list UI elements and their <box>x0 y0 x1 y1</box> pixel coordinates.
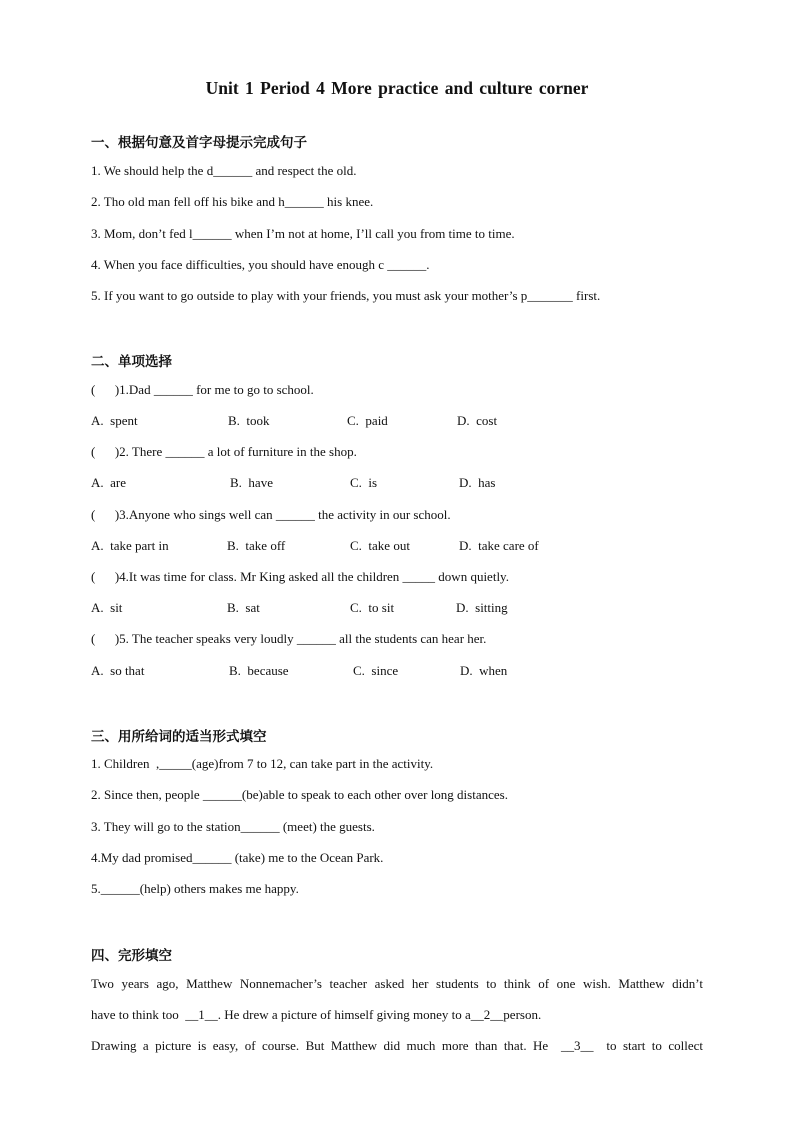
q2-option-a: A. are <box>91 475 127 490</box>
q5-option-b: B. because <box>229 663 289 678</box>
q5-options <box>91 663 611 681</box>
s3-item-1: 1. Children ,_____(age)from 7 to 12, can take part in the activity. <box>91 756 434 771</box>
s3-item-2: 2. Since then, people ______(be)able to speak to each other over long distances. <box>91 787 508 802</box>
q1-option-c: C. paid <box>347 413 388 428</box>
q4-option-c: C. to sit <box>350 600 395 615</box>
q4-option-a: A. sit <box>91 600 123 615</box>
q5-option-d: D. when <box>460 663 508 678</box>
section-1-heading: 一、根据句意及首字母提示完成句子 <box>91 135 307 151</box>
q1-option-a: A. spent <box>91 413 138 428</box>
q2-option-d: D. has <box>459 475 496 490</box>
q4-option-b: B. sat <box>227 600 260 615</box>
q3-option-b: B. take off <box>227 538 286 553</box>
cloze-line-1: Two years ago, Matthew Nonnemacher’s teacher asked her students to think of one wish. Matthew didn’t <box>91 976 703 991</box>
cloze-passage <box>91 968 703 1061</box>
q2-options <box>91 475 611 493</box>
q4-options <box>91 600 611 618</box>
q3-option-c: C. take out <box>350 538 410 553</box>
s1-item-5: 5. If you want to go outside to play with your friends, you must ask your mother’s p_______ first. <box>91 288 601 303</box>
page-title: Unit 1 Period 4 More practice and culture corner <box>205 78 589 98</box>
q5-stem: ( )5. The teacher speaks very loudly ______ all the students can hear her. <box>91 631 487 646</box>
q3-stem: ( )3.Anyone who sings well can ______ the activity in our school. <box>91 507 451 522</box>
s1-item-4: 4. When you face difficulties, you should have enough c ______. <box>91 257 430 272</box>
section-4-heading: 四、完形填空 <box>91 948 172 964</box>
s1-item-1: 1. We should help the d______ and respect the old. <box>91 163 357 178</box>
q5-option-a: A. so that <box>91 663 145 678</box>
section-3-heading: 三、用所给词的适当形式填空 <box>91 729 267 745</box>
cloze-line-2: have to think too __1__. He drew a picture of himself giving money to a__2__person. <box>91 1007 542 1022</box>
q3-option-d: D. take care of <box>459 538 539 553</box>
q5-option-c: C. since <box>353 663 399 678</box>
section-2-heading: 二、单项选择 <box>91 354 172 370</box>
s3-item-3: 3. They will go to the station______ (meet) the guests. <box>91 819 375 834</box>
q1-option-d: D. cost <box>457 413 498 428</box>
s1-item-3: 3. Mom, don’t fed l______ when I’m not at home, I’ll call you from time to time. <box>91 226 515 241</box>
q4-stem: ( )4.It was time for class. Mr King asked all the children _____ down quietly. <box>91 569 509 584</box>
s3-item-4: 4.My dad promised______ (take) me to the Ocean Park. <box>91 850 384 865</box>
q3-option-a: A. take part in <box>91 538 169 553</box>
q1-options <box>91 413 611 431</box>
q2-option-b: B. have <box>230 475 273 490</box>
q4-option-d: D. sitting <box>456 600 508 615</box>
q2-stem: ( )2. There ______ a lot of furniture in the shop. <box>91 444 357 459</box>
q2-option-c: C. is <box>350 475 378 490</box>
cloze-line-3: Drawing a picture is easy, of course. But Matthew did much more than that. He __3__ to start to collect <box>91 1038 703 1053</box>
s3-item-5: 5.______(help) others makes me happy. <box>91 881 299 896</box>
q1-stem: ( )1.Dad ______ for me to go to school. <box>91 382 314 397</box>
q1-option-b: B. took <box>228 413 270 428</box>
s1-item-2: 2. Tho old man fell off his bike and h______ his knee. <box>91 194 374 209</box>
q3-options <box>91 538 611 556</box>
